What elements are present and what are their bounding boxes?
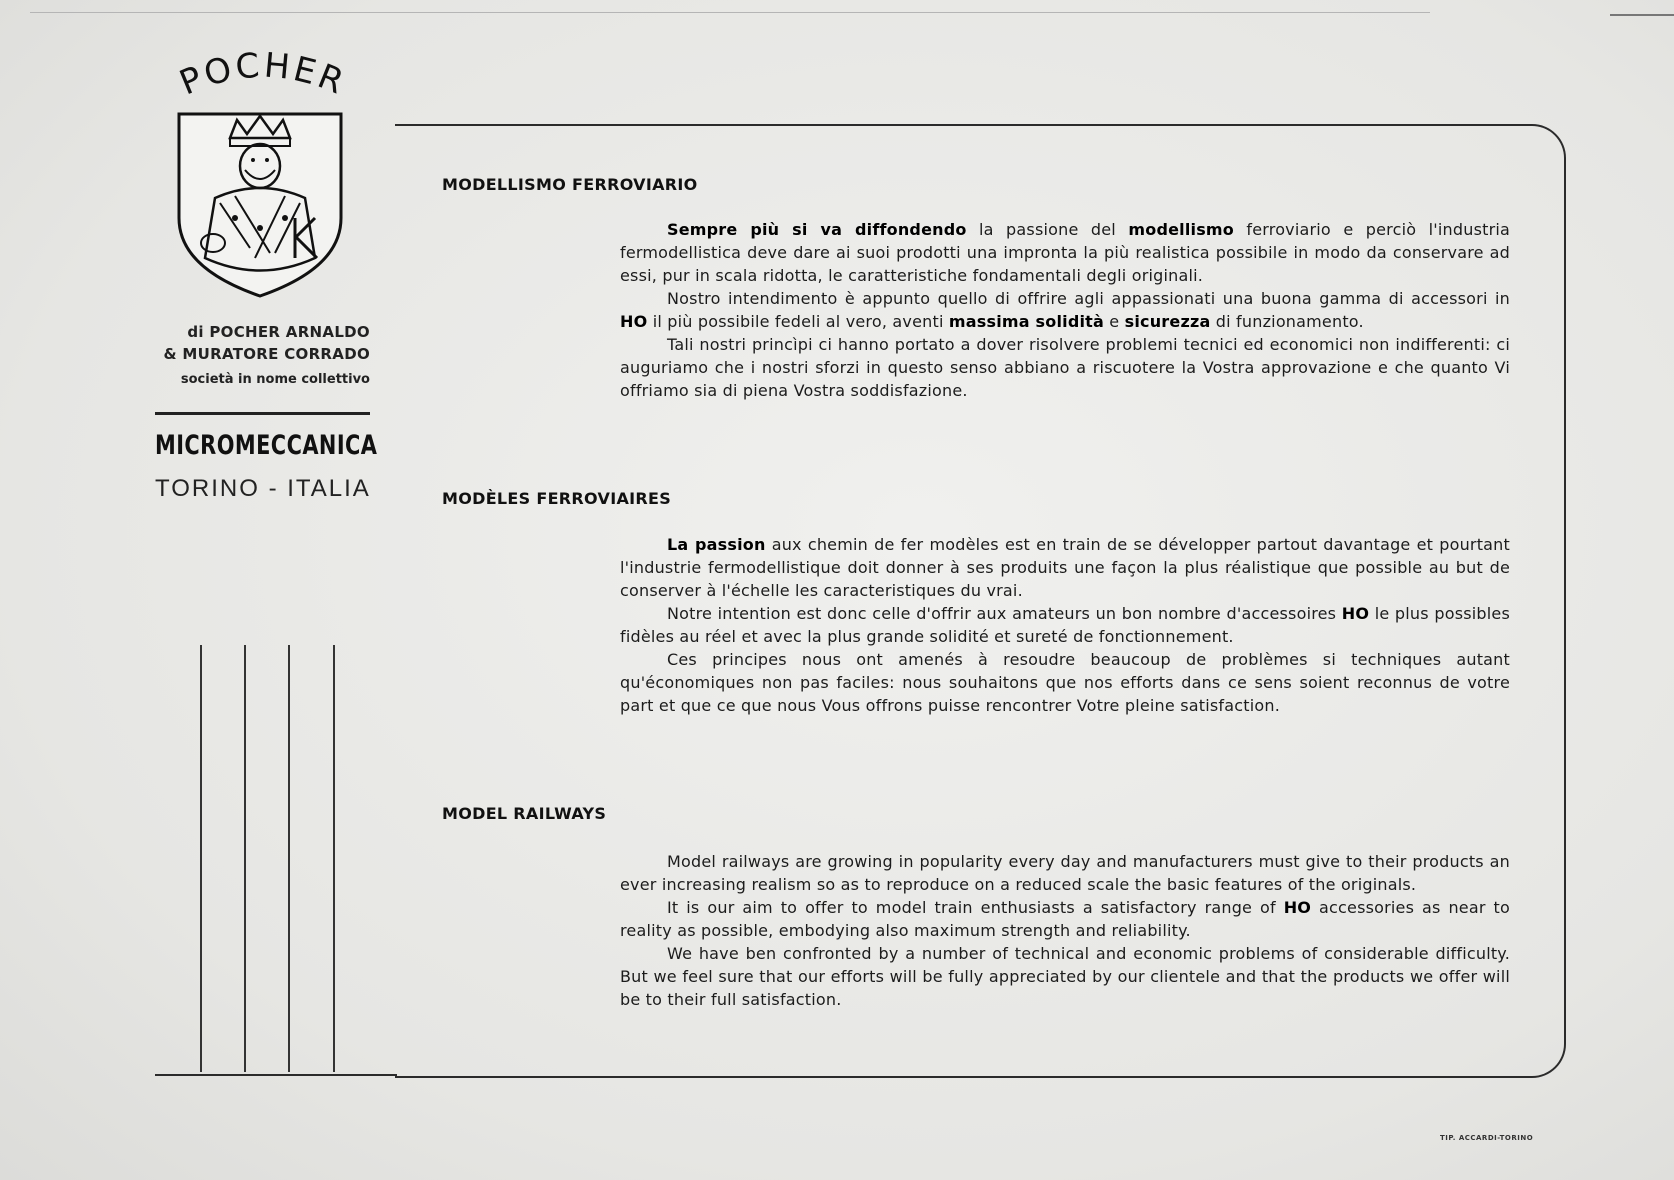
frame-bottom-rule <box>155 1074 397 1076</box>
section-english <box>620 850 1510 1011</box>
top-right-mark <box>1610 14 1674 16</box>
section-italian <box>620 218 1510 402</box>
heading-italian: MODELLISMO FERROVIARIO <box>442 175 698 194</box>
top-edge-line <box>30 12 1430 13</box>
english-paragraph-2: It is our aim to offer to model train enthusiasts a satisfactory range of HO accessories as near to reality as possible, embodying also maximum strength and reliability. <box>620 898 1510 940</box>
company-city: TORINO - ITALIA <box>155 475 371 502</box>
vertical-rule-4 <box>333 645 335 1072</box>
king-card-shield-icon <box>175 108 345 300</box>
heading-french: MODÈLES FERROVIAIRES <box>442 489 672 508</box>
french-paragraph-1: La passion aux chemin de fer modèles est en train de se développer partout davantage et pourtant l'industrie fermodellistique doit donner à ses produits une façon la plus réalistique que possible au but de conserver à l'échelle les caracteristiques du vrai. <box>620 535 1510 600</box>
italian-paragraph-1: Sempre più si va diffondendo la passione del modellismo ferroviario e perciò l'industria fermodellistica deve dare ai suoi prodotti una impronta la più realistica possibile in modo da conservare ad essi, pur in scala ridotta, le caratteristiche fondamentali degli originali. <box>620 220 1511 285</box>
company-owner-2: & MURATORE CORRADO <box>163 345 370 363</box>
heading-english: MODEL RAILWAYS <box>442 804 607 823</box>
brand-name: POCHER <box>174 52 352 104</box>
company-name: MICROMECCANICA <box>155 430 378 461</box>
section-french <box>620 533 1510 717</box>
french-paragraph-3: Ces principes nous ont amenés à resoudre beaucoup de problèmes si techniques autant qu'économiques non pas faciles: nous souhaitons que nos efforts dans ce sens soient reconnus de votre part et que ce que nous Vous offrons puisse rencontrer Votre pleine satisfaction. <box>620 650 1510 715</box>
english-paragraph-3: We have ben confronted by a number of technical and economic problems of considerable difficulty. But we feel sure that our efforts will be fully appreciated by our clientele and that the products we offer will be to their full satisfaction. <box>620 944 1510 1009</box>
french-paragraph-2: Notre intention est donc celle d'offrir aux amateurs un bon nombre d'accessoires HO le plus possibles fidèles au réel et avec la plus grande solidité et sureté de fonctionnement. <box>620 604 1510 646</box>
english-paragraph-1: Model railways are growing in popularity every day and manufacturers must give to their products an ever increasing realism so as to reproduce on a reduced scale the basic features of the originals. <box>620 852 1510 894</box>
company-type: società in nome collettivo <box>180 372 370 387</box>
pocher-logo-text <box>148 52 378 112</box>
company-divider <box>155 412 370 415</box>
vertical-rule-2 <box>244 645 246 1072</box>
italian-paragraph-3: Tali nostri princìpi ci hanno portato a dover risolvere problemi tecnici ed economici non indifferenti: ci auguriamo che i nostri sforzi in questo senso abbiano a riscuotere la Vostra approvazione e che quanto Vi offriamo sia di piena Vostra soddisfazione. <box>620 335 1510 400</box>
italian-paragraph-2: Nostro intendimento è appunto quello di offrire agli appassionati una buona gamma di accessori in HO il più possibile fedeli al vero, aventi massima solidità e sicurezza di funzionamento. <box>620 289 1510 331</box>
printer-credit: TIP. ACCARDI-TORINO <box>1440 1134 1534 1142</box>
vertical-rule-3 <box>288 645 290 1072</box>
company-owner-1: di POCHER ARNALDO <box>187 323 370 341</box>
svg-text:POCHER <box>174 52 352 103</box>
vertical-rule-1 <box>200 645 202 1072</box>
